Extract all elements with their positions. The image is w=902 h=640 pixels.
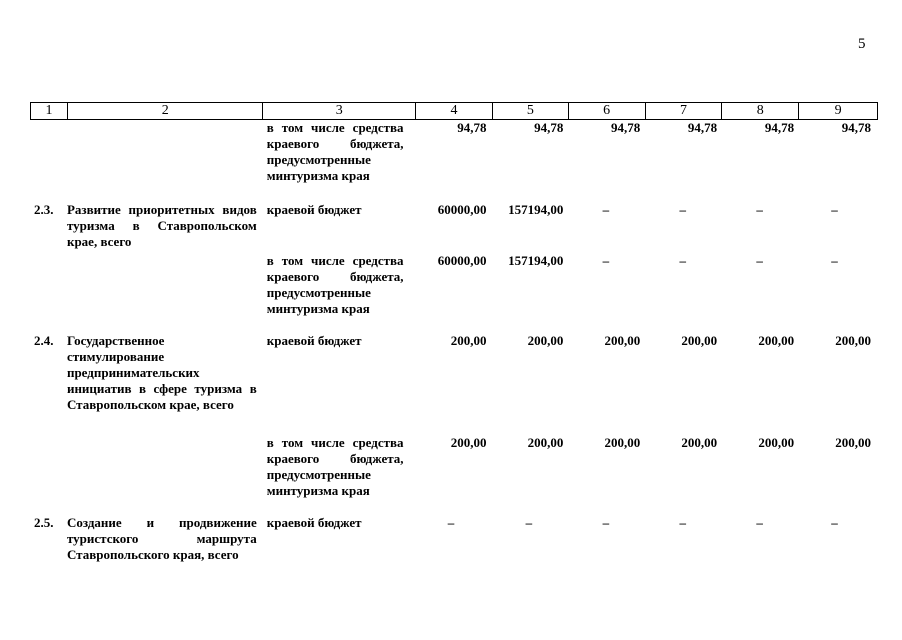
- value-col-5: 200,00: [527, 333, 564, 348]
- table-row: [30, 333, 878, 413]
- row-number: [30, 120, 67, 184]
- header-col-2: 2: [68, 103, 264, 119]
- value-col-4: 60000,00: [437, 202, 487, 217]
- value-col-6: –: [602, 515, 610, 530]
- row-source: в том числе средства краевого бюджета, предусмотренные минтуризма края: [266, 435, 404, 498]
- row-source: краевой бюджет: [266, 333, 362, 348]
- header-col-6: 6: [569, 103, 646, 119]
- row-source: краевой бюджет: [266, 202, 362, 217]
- value-col-9: 94,78: [841, 120, 871, 135]
- row-number: [30, 253, 67, 317]
- value-col-7: 94,78: [687, 120, 718, 135]
- value-col-8: –: [756, 515, 763, 530]
- value-col-7: 200,00: [681, 435, 718, 450]
- table-row: [30, 435, 878, 499]
- row-number: 2.3.: [34, 202, 54, 217]
- value-col-7: 200,00: [681, 333, 718, 348]
- header-col-8: 8: [722, 103, 799, 119]
- row-source: в том числе средства краевого бюджета, предусмотренные минтуризма края: [266, 120, 404, 183]
- header-col-5: 5: [493, 103, 569, 119]
- row-source: краевой бюджет: [266, 515, 362, 530]
- value-col-7: –: [679, 253, 686, 268]
- row-name: [67, 253, 263, 317]
- value-col-8: –: [756, 202, 763, 217]
- value-col-9: –: [831, 253, 838, 268]
- value-col-5: 157194,00: [508, 202, 564, 217]
- header-col-9: 9: [834, 103, 842, 118]
- row-name: Развитие приоритетных видов туризма в Ставропольском крае, всего: [66, 202, 257, 249]
- value-col-6: 200,00: [604, 333, 641, 348]
- value-col-6: 94,78: [611, 120, 641, 135]
- value-col-5: 200,00: [527, 435, 564, 450]
- row-source: в том числе средства краевого бюджета, предусмотренные минтуризма края: [266, 253, 404, 316]
- value-col-4: 200,00: [450, 333, 487, 348]
- table-row: [30, 253, 878, 317]
- value-col-7: –: [679, 202, 686, 217]
- value-col-8: –: [756, 253, 763, 268]
- value-col-4: 94,78: [457, 120, 487, 135]
- value-col-8: 200,00: [758, 435, 795, 450]
- value-col-6: –: [602, 253, 610, 268]
- value-col-6: 200,00: [604, 435, 641, 450]
- value-col-9: –: [831, 202, 838, 217]
- table-row: [30, 515, 878, 563]
- value-col-4: –: [447, 515, 455, 530]
- value-col-9: 200,00: [835, 333, 871, 348]
- row-number: [30, 435, 67, 499]
- table-header-row: [30, 102, 878, 120]
- value-col-9: –: [831, 515, 838, 530]
- row-name: Создание и продвижение туристского маршрута Ставропольского края, всего: [66, 515, 257, 562]
- value-col-5: –: [525, 515, 533, 530]
- header-col-7: 7: [646, 103, 723, 119]
- table-row: [30, 120, 878, 184]
- value-col-5: 157194,00: [508, 253, 564, 268]
- value-col-6: –: [602, 202, 610, 217]
- row-name: [67, 435, 263, 499]
- page-number: 5: [858, 36, 866, 52]
- header-col-1: 1: [31, 103, 68, 119]
- header-col-4: 4: [416, 103, 493, 119]
- value-col-7: –: [679, 515, 686, 530]
- row-number: 2.5.: [34, 515, 54, 530]
- value-col-8: 200,00: [758, 333, 795, 348]
- row-name: Государственное стимулирование предпринимательских инициатив в сфере туризма в Ставропольском крае, всего: [66, 333, 257, 412]
- value-col-5: 94,78: [534, 120, 564, 135]
- row-number: 2.4.: [34, 333, 54, 348]
- row-name: [67, 120, 263, 184]
- value-col-8: 94,78: [764, 120, 795, 135]
- value-col-4: 60000,00: [437, 253, 487, 268]
- header-col-3: 3: [263, 103, 416, 119]
- value-col-9: 200,00: [835, 435, 871, 450]
- value-col-4: 200,00: [450, 435, 487, 450]
- table-row: [30, 202, 878, 250]
